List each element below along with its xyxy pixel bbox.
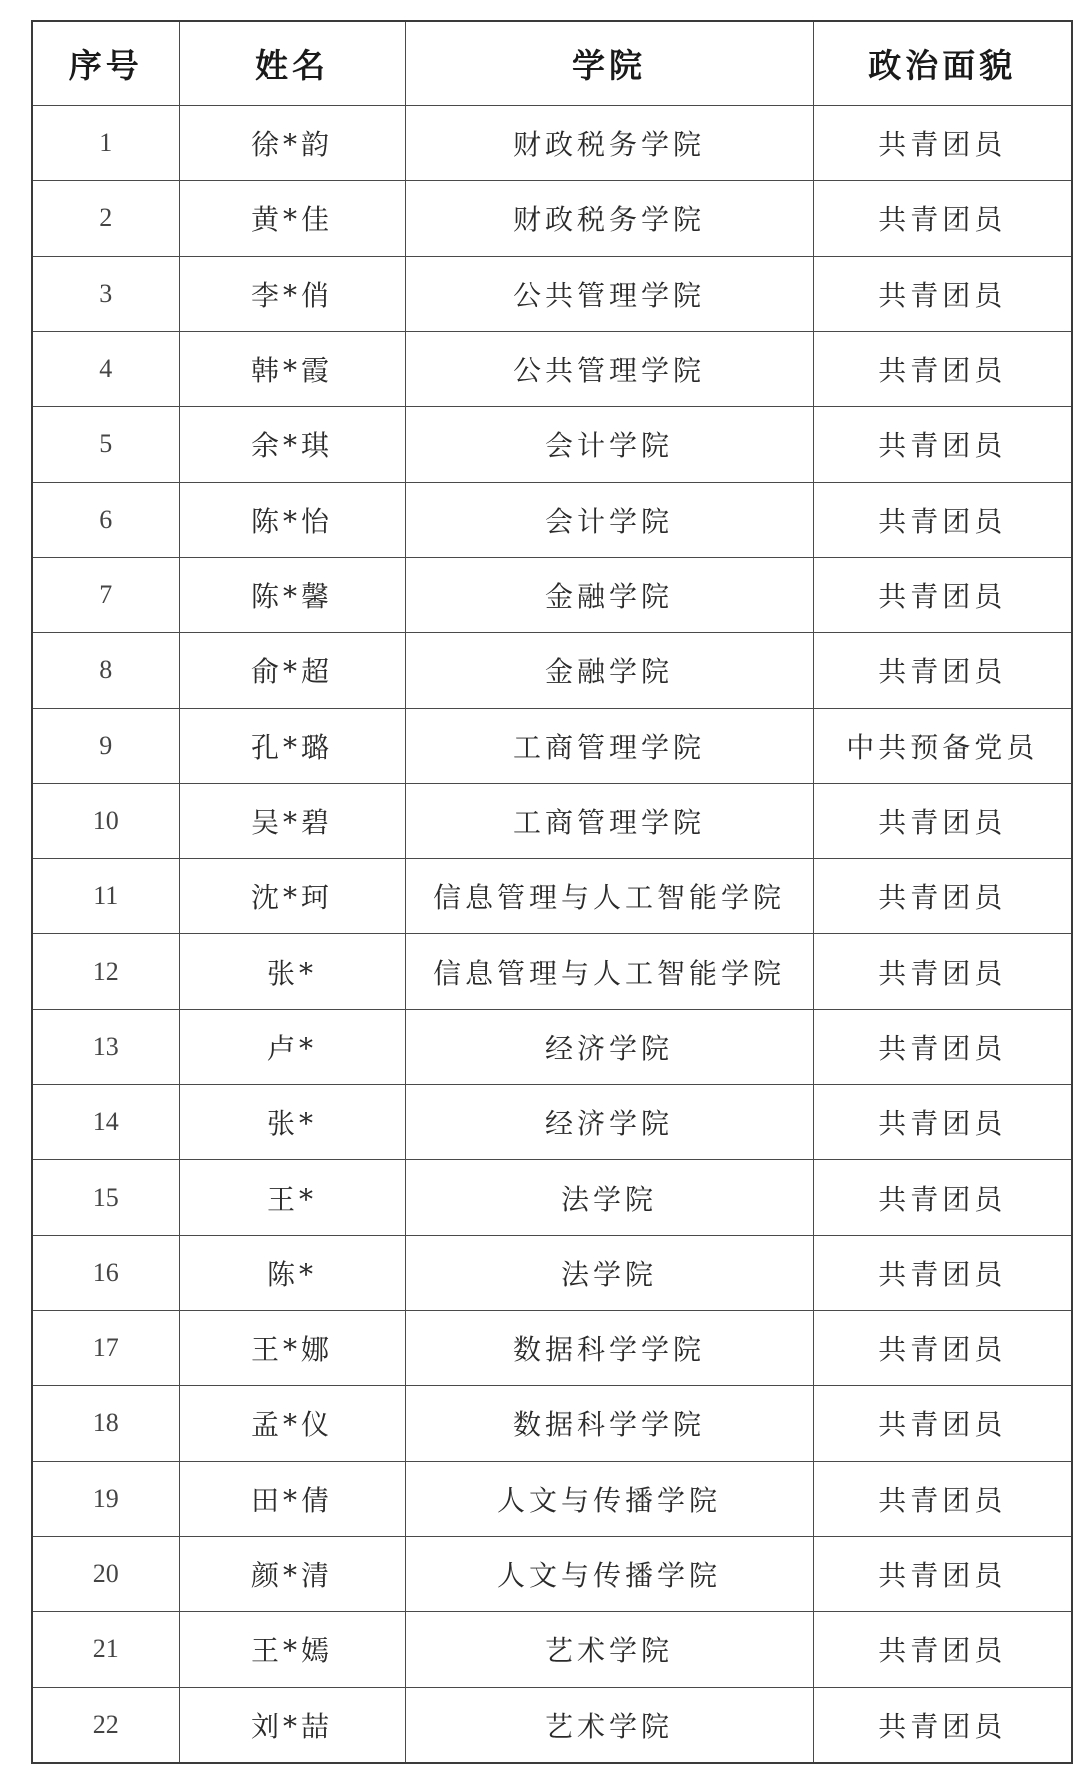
header-row	[32, 21, 1072, 106]
table-row	[32, 1687, 1072, 1763]
table-row	[32, 633, 1072, 708]
name-cell: 孟*仪	[179, 1386, 405, 1461]
serial-number-cell: 8	[32, 633, 179, 708]
name-cell: 张*	[179, 934, 405, 1009]
table-row	[32, 1612, 1072, 1687]
college-cell: 财政税务学院	[405, 106, 813, 181]
serial-number-cell: 22	[32, 1687, 179, 1763]
college-cell: 数据科学学院	[405, 1386, 813, 1461]
roster-table	[31, 20, 1073, 1764]
serial-number-cell: 16	[32, 1235, 179, 1310]
serial-number-cell: 11	[32, 859, 179, 934]
political-status-cell: 共青团员	[813, 783, 1072, 858]
serial-number-cell: 9	[32, 708, 179, 783]
serial-number-cell: 3	[32, 256, 179, 331]
college-cell: 人文与传播学院	[405, 1536, 813, 1611]
table-row	[32, 1160, 1072, 1235]
college-cell: 会计学院	[405, 482, 813, 557]
name-cell: 孔*璐	[179, 708, 405, 783]
serial-number-cell: 6	[32, 482, 179, 557]
college-cell: 公共管理学院	[405, 256, 813, 331]
political-status-cell: 共青团员	[813, 1536, 1072, 1611]
name-cell: 颜*清	[179, 1536, 405, 1611]
header-name: 姓名	[179, 21, 405, 106]
name-cell: 吴*碧	[179, 783, 405, 858]
table-row	[32, 1461, 1072, 1536]
roster-document	[31, 20, 1071, 1764]
name-cell: 徐*韵	[179, 106, 405, 181]
serial-number-cell: 10	[32, 783, 179, 858]
college-cell: 人文与传播学院	[405, 1461, 813, 1536]
college-cell: 工商管理学院	[405, 783, 813, 858]
name-cell: 陈*	[179, 1235, 405, 1310]
table-row	[32, 1386, 1072, 1461]
political-status-cell: 中共预备党员	[813, 708, 1072, 783]
serial-number-cell: 13	[32, 1009, 179, 1084]
serial-number-cell: 4	[32, 331, 179, 406]
college-cell: 信息管理与人工智能学院	[405, 859, 813, 934]
college-cell: 艺术学院	[405, 1687, 813, 1763]
political-status-cell: 共青团员	[813, 181, 1072, 256]
serial-number-cell: 7	[32, 557, 179, 632]
college-cell: 经济学院	[405, 1085, 813, 1160]
table-row	[32, 1085, 1072, 1160]
name-cell: 刘*喆	[179, 1687, 405, 1763]
table-row	[32, 783, 1072, 858]
name-cell: 余*琪	[179, 407, 405, 482]
name-cell: 卢*	[179, 1009, 405, 1084]
table-row	[32, 859, 1072, 934]
table-row	[32, 557, 1072, 632]
college-cell: 信息管理与人工智能学院	[405, 934, 813, 1009]
name-cell: 王*	[179, 1160, 405, 1235]
serial-number-cell: 14	[32, 1085, 179, 1160]
political-status-cell: 共青团员	[813, 1687, 1072, 1763]
name-cell: 田*倩	[179, 1461, 405, 1536]
roster-body	[32, 106, 1072, 1764]
name-cell: 黄*佳	[179, 181, 405, 256]
college-cell: 法学院	[405, 1160, 813, 1235]
name-cell: 王*娜	[179, 1311, 405, 1386]
political-status-cell: 共青团员	[813, 1386, 1072, 1461]
table-row	[32, 482, 1072, 557]
college-cell: 公共管理学院	[405, 331, 813, 406]
serial-number-cell: 18	[32, 1386, 179, 1461]
college-cell: 工商管理学院	[405, 708, 813, 783]
political-status-cell: 共青团员	[813, 557, 1072, 632]
political-status-cell: 共青团员	[813, 1235, 1072, 1310]
political-status-cell: 共青团员	[813, 482, 1072, 557]
college-cell: 艺术学院	[405, 1612, 813, 1687]
college-cell: 金融学院	[405, 557, 813, 632]
college-cell: 会计学院	[405, 407, 813, 482]
serial-number-cell: 5	[32, 407, 179, 482]
serial-number-cell: 15	[32, 1160, 179, 1235]
header-serial-number: 序号	[32, 21, 179, 106]
table-row	[32, 106, 1072, 181]
table-row	[32, 1009, 1072, 1084]
table-row	[32, 331, 1072, 406]
header-political-status: 政治面貌	[813, 21, 1072, 106]
political-status-cell: 共青团员	[813, 1461, 1072, 1536]
table-row	[32, 407, 1072, 482]
college-cell: 法学院	[405, 1235, 813, 1310]
political-status-cell: 共青团员	[813, 331, 1072, 406]
table-row	[32, 256, 1072, 331]
name-cell: 李*俏	[179, 256, 405, 331]
table-row	[32, 1235, 1072, 1310]
political-status-cell: 共青团员	[813, 934, 1072, 1009]
serial-number-cell: 17	[32, 1311, 179, 1386]
serial-number-cell: 2	[32, 181, 179, 256]
political-status-cell: 共青团员	[813, 633, 1072, 708]
name-cell: 陈*怡	[179, 482, 405, 557]
name-cell: 沈*珂	[179, 859, 405, 934]
serial-number-cell: 20	[32, 1536, 179, 1611]
college-cell: 经济学院	[405, 1009, 813, 1084]
political-status-cell: 共青团员	[813, 1612, 1072, 1687]
political-status-cell: 共青团员	[813, 407, 1072, 482]
college-cell: 金融学院	[405, 633, 813, 708]
name-cell: 韩*霞	[179, 331, 405, 406]
political-status-cell: 共青团员	[813, 1311, 1072, 1386]
name-cell: 王*嫣	[179, 1612, 405, 1687]
serial-number-cell: 21	[32, 1612, 179, 1687]
political-status-cell: 共青团员	[813, 859, 1072, 934]
table-row	[32, 1536, 1072, 1611]
name-cell: 陈*馨	[179, 557, 405, 632]
serial-number-cell: 1	[32, 106, 179, 181]
table-row	[32, 181, 1072, 256]
table-row	[32, 1311, 1072, 1386]
college-cell: 财政税务学院	[405, 181, 813, 256]
serial-number-cell: 19	[32, 1461, 179, 1536]
political-status-cell: 共青团员	[813, 1085, 1072, 1160]
table-row	[32, 708, 1072, 783]
header-college: 学院	[405, 21, 813, 106]
political-status-cell: 共青团员	[813, 106, 1072, 181]
name-cell: 张*	[179, 1085, 405, 1160]
serial-number-cell: 12	[32, 934, 179, 1009]
name-cell: 俞*超	[179, 633, 405, 708]
college-cell: 数据科学学院	[405, 1311, 813, 1386]
political-status-cell: 共青团员	[813, 1009, 1072, 1084]
political-status-cell: 共青团员	[813, 256, 1072, 331]
political-status-cell: 共青团员	[813, 1160, 1072, 1235]
table-row	[32, 934, 1072, 1009]
